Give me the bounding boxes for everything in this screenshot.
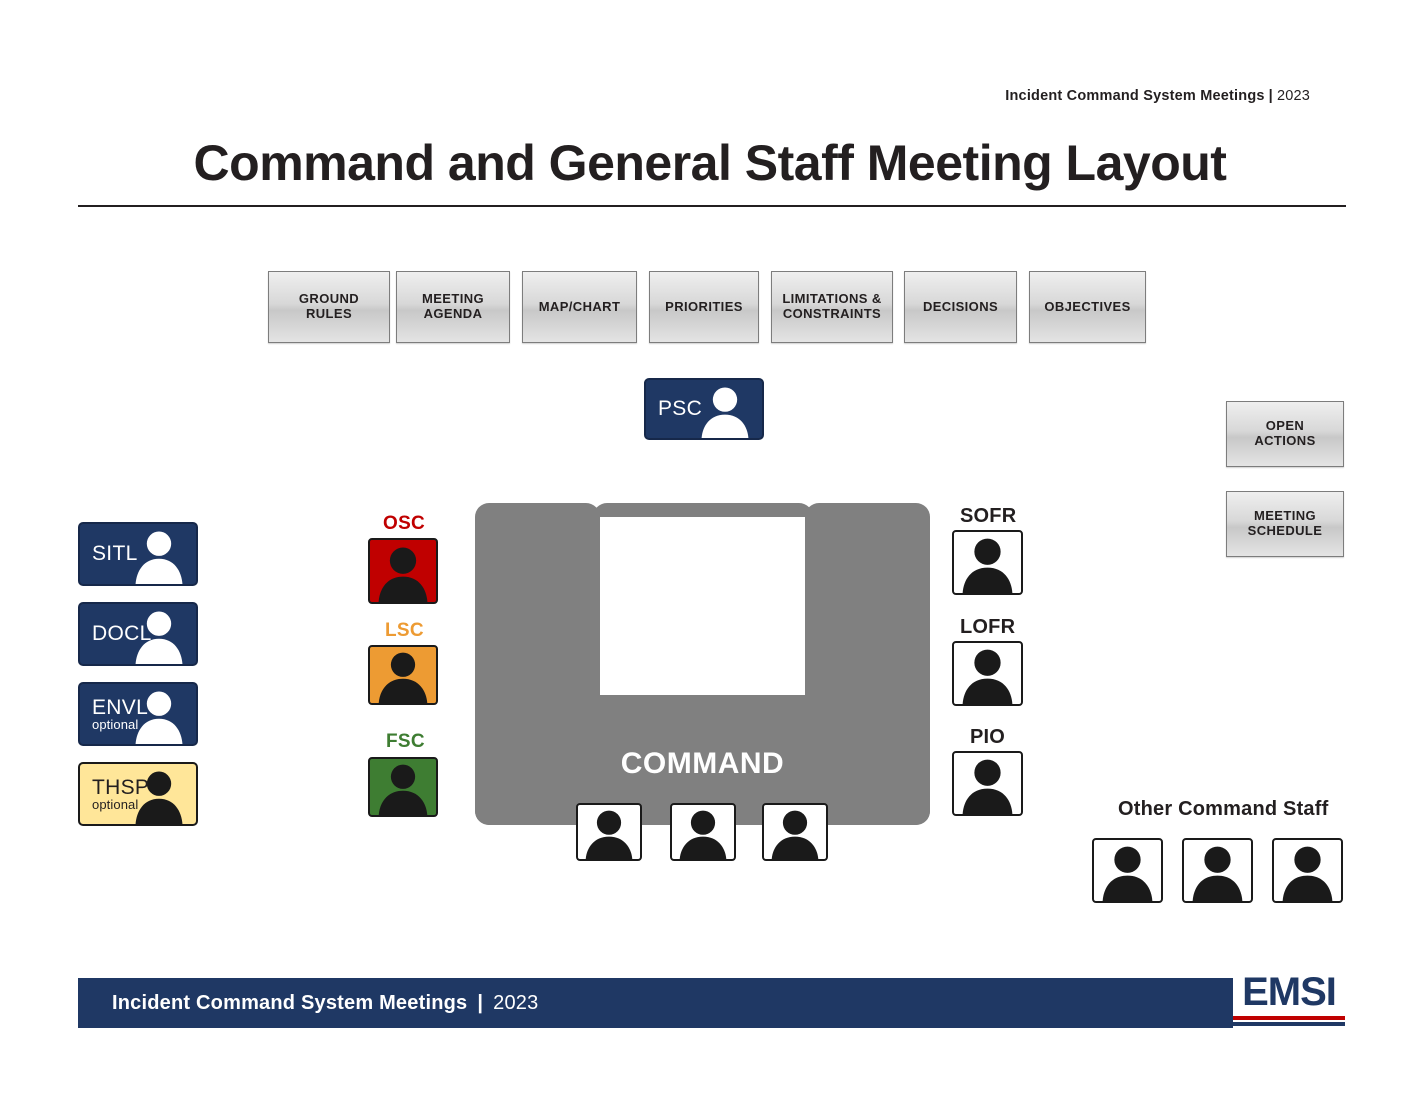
seat-tile-docl[interactable] bbox=[78, 602, 198, 666]
person-icon bbox=[696, 380, 754, 438]
seat-tile-thsp-title: THSP bbox=[92, 775, 150, 799]
seat-sofr[interactable] bbox=[952, 530, 1023, 595]
person-icon bbox=[954, 532, 1021, 593]
wall-card-objectives[interactable] bbox=[1029, 271, 1146, 343]
person-icon bbox=[578, 805, 640, 859]
person-icon bbox=[1094, 840, 1161, 901]
emsi-logo-rule-navy bbox=[1233, 1022, 1345, 1026]
emsi-logo-rule-red bbox=[1233, 1016, 1345, 1020]
wall-card-ground-rules[interactable] bbox=[268, 271, 390, 343]
footer-bar bbox=[78, 978, 1233, 1028]
seat-lsc[interactable] bbox=[368, 645, 438, 705]
wall-card-objectives-line1: OBJECTIVES bbox=[1044, 298, 1131, 314]
header-meta-separator: | bbox=[1268, 88, 1273, 104]
seat-tile-sitl-label: SITL bbox=[92, 542, 138, 566]
page-title: Command and General Staff Meeting Layout bbox=[193, 135, 1227, 191]
person-icon bbox=[130, 524, 188, 584]
side-panel-meeting-schedule-line1: MEETING bbox=[1253, 508, 1317, 524]
wall-card-decisions-line1: DECISIONS bbox=[922, 298, 999, 314]
footer-year: 2023 bbox=[493, 991, 539, 1014]
seat-pio[interactable] bbox=[952, 751, 1023, 816]
person-icon bbox=[672, 805, 734, 859]
seat-label-lofr: LOFR bbox=[960, 616, 1016, 638]
side-panel-open-actions-line1: OPEN bbox=[1265, 418, 1305, 434]
other-staff-seat-1[interactable] bbox=[1092, 838, 1163, 903]
seat-tile-envl-label bbox=[80, 697, 148, 732]
emsi-logo bbox=[1233, 972, 1345, 1026]
seat-label-sofr: SOFR bbox=[960, 505, 1017, 527]
seat-tile-envl-title: ENVL bbox=[92, 695, 149, 719]
side-panel-meeting-schedule-line2: SCHEDULE bbox=[1247, 523, 1323, 538]
command-seat-1[interactable] bbox=[576, 803, 642, 861]
wall-card-ground-rules-line2: RULES bbox=[305, 306, 353, 321]
person-icon bbox=[370, 540, 436, 602]
footer-separator: | bbox=[477, 991, 484, 1014]
seat-lofr[interactable] bbox=[952, 641, 1023, 706]
title-divider bbox=[78, 205, 1346, 207]
wall-card-ground-rules-line1: GROUND bbox=[298, 291, 360, 307]
wall-card-limitations-line1: LIMITATIONS & bbox=[782, 291, 882, 307]
seat-tile-envl-optional: optional bbox=[92, 717, 139, 733]
command-table-label: COMMAND bbox=[620, 747, 785, 780]
footer-title: Incident Command System Meetings bbox=[112, 991, 468, 1014]
seat-osc[interactable] bbox=[368, 538, 438, 604]
person-icon bbox=[764, 805, 826, 859]
side-panel-open-actions[interactable] bbox=[1226, 401, 1344, 467]
seat-fsc[interactable] bbox=[368, 757, 438, 817]
wall-card-map-chart-line1: MAP/CHART bbox=[538, 298, 621, 314]
header-meta bbox=[1005, 88, 1310, 104]
command-seat-3[interactable] bbox=[762, 803, 828, 861]
other-staff-seat-3[interactable] bbox=[1272, 838, 1343, 903]
wall-card-priorities-line1: PRIORITIES bbox=[665, 298, 743, 314]
seat-label-pio: PIO bbox=[970, 726, 1006, 748]
person-icon bbox=[370, 647, 436, 703]
wall-card-priorities[interactable] bbox=[649, 271, 759, 343]
header-meta-year: 2023 bbox=[1276, 88, 1310, 104]
seat-tile-thsp-optional: optional bbox=[92, 797, 139, 813]
wall-card-meeting-agenda[interactable] bbox=[396, 271, 510, 343]
seat-label-lsc: LSC bbox=[385, 620, 424, 641]
footer-text bbox=[78, 992, 538, 1015]
seat-tile-psc-label: PSC bbox=[658, 397, 703, 421]
other-command-staff-label: Other Command Staff bbox=[1118, 798, 1329, 820]
seat-label-fsc: FSC bbox=[386, 731, 425, 752]
wall-card-decisions[interactable] bbox=[904, 271, 1017, 343]
person-icon bbox=[954, 753, 1021, 814]
header-meta-title: Incident Command System Meetings bbox=[1005, 88, 1265, 104]
command-seat-2[interactable] bbox=[670, 803, 736, 861]
seat-tile-docl-label: DOCL bbox=[92, 622, 152, 646]
emsi-logo-rules bbox=[1233, 1016, 1345, 1026]
person-icon bbox=[1274, 840, 1341, 901]
wall-card-limitations-constraints[interactable] bbox=[771, 271, 893, 343]
wall-card-meeting-agenda-line1: MEETING bbox=[421, 291, 485, 307]
seat-tile-envl[interactable] bbox=[78, 682, 198, 746]
side-panel-meeting-schedule[interactable] bbox=[1226, 491, 1344, 557]
seat-tile-thsp-label bbox=[80, 777, 149, 812]
person-icon bbox=[370, 759, 436, 815]
emsi-logo-text: EMSI bbox=[1242, 970, 1336, 1014]
seat-label-osc: OSC bbox=[383, 513, 426, 534]
command-table-bridge bbox=[593, 503, 813, 517]
person-icon bbox=[1184, 840, 1251, 901]
person-icon bbox=[954, 643, 1021, 704]
other-staff-seat-2[interactable] bbox=[1182, 838, 1253, 903]
wall-card-map-chart[interactable] bbox=[522, 271, 637, 343]
seat-tile-psc[interactable] bbox=[644, 378, 764, 440]
wall-card-limitations-line2: CONSTRAINTS bbox=[782, 306, 882, 321]
seat-tile-thsp[interactable] bbox=[78, 762, 198, 826]
wall-card-meeting-agenda-line2: AGENDA bbox=[423, 306, 483, 321]
side-panel-open-actions-line2: ACTIONS bbox=[1254, 433, 1316, 448]
seat-tile-sitl[interactable] bbox=[78, 522, 198, 586]
